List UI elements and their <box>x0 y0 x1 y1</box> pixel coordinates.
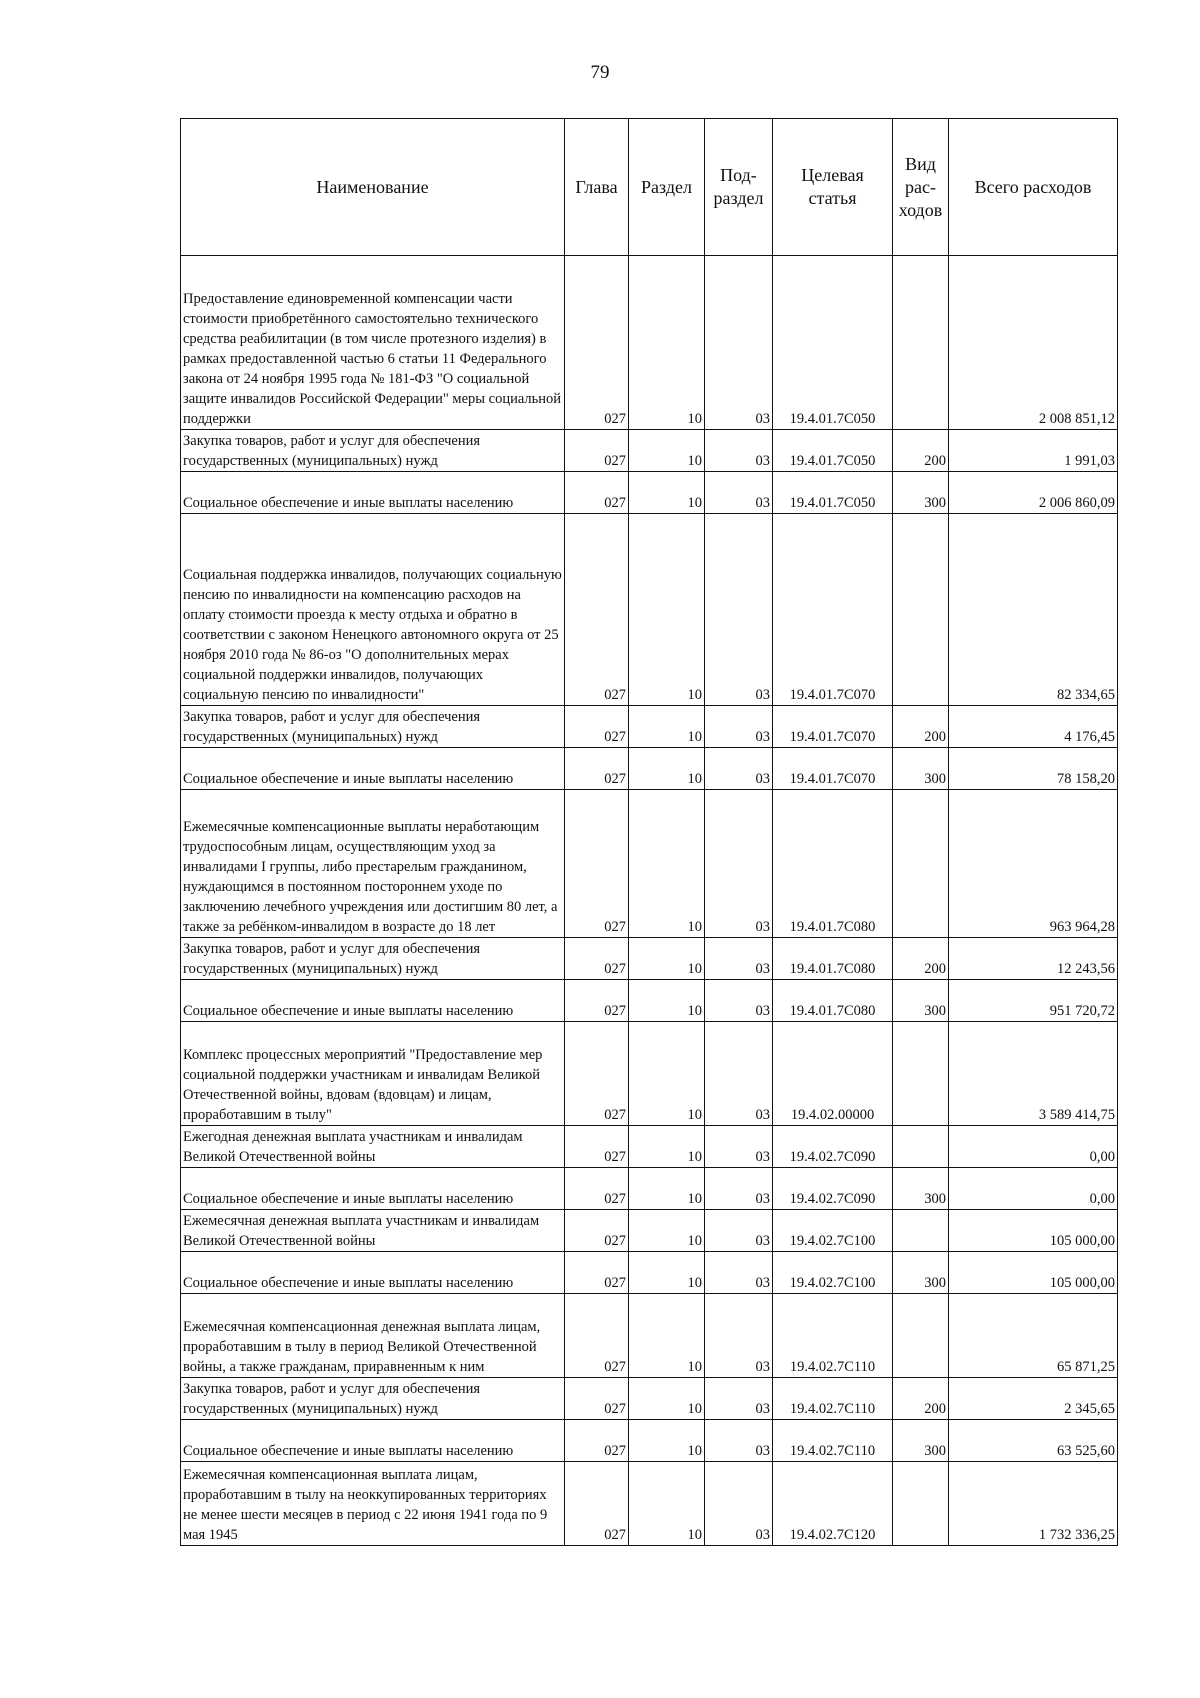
budget-table <box>180 118 1118 1546</box>
cell-name: Закупка товаров, работ и услуг для обеспечения государственных (муниципальных) нужд <box>181 938 565 980</box>
cell-vid-rashodov <box>893 256 949 430</box>
cell-podrazdel: 03 <box>705 472 773 514</box>
cell-razdel: 10 <box>629 1252 705 1294</box>
cell-name: Ежемесячные компенсационные выплаты неработающим трудоспособным лицам, осуществляющим уход за инвалидами I группы, либо престарелым гражданином, нуждающимся в постоянном постороннем уходе по заключению лечебного учреждения или достигшим 80 лет, а также за ребёнком-инвалидом в возрасте до 18 лет <box>181 790 565 938</box>
cell-razdel: 10 <box>629 748 705 790</box>
cell-vid-rashodov <box>893 1294 949 1378</box>
cell-glava: 027 <box>565 980 629 1022</box>
cell-podrazdel: 03 <box>705 1252 773 1294</box>
cell-podrazdel: 03 <box>705 938 773 980</box>
table-row <box>181 1168 1118 1210</box>
cell-podrazdel: 03 <box>705 430 773 472</box>
cell-glava: 027 <box>565 1294 629 1378</box>
cell-razdel: 10 <box>629 1420 705 1462</box>
cell-razdel: 10 <box>629 980 705 1022</box>
table-row <box>181 748 1118 790</box>
cell-total: 65 871,25 <box>949 1294 1118 1378</box>
cell-total: 2 006 860,09 <box>949 472 1118 514</box>
cell-vid-rashodov <box>893 1462 949 1546</box>
cell-tselevaya-statya: 19.4.02.7С100 <box>773 1252 893 1294</box>
cell-podrazdel: 03 <box>705 706 773 748</box>
cell-razdel: 10 <box>629 706 705 748</box>
cell-vid-rashodov: 300 <box>893 1252 949 1294</box>
cell-podrazdel: 03 <box>705 256 773 430</box>
cell-glava: 027 <box>565 1210 629 1252</box>
cell-tselevaya-statya: 19.4.01.7С050 <box>773 256 893 430</box>
cell-glava: 027 <box>565 1252 629 1294</box>
cell-total: 2 008 851,12 <box>949 256 1118 430</box>
cell-total: 63 525,60 <box>949 1420 1118 1462</box>
cell-total: 78 158,20 <box>949 748 1118 790</box>
table-header-row <box>181 119 1118 256</box>
cell-name: Социальное обеспечение и иные выплаты населению <box>181 472 565 514</box>
table-row <box>181 980 1118 1022</box>
cell-total: 105 000,00 <box>949 1252 1118 1294</box>
cell-tselevaya-statya: 19.4.02.00000 <box>773 1022 893 1126</box>
cell-tselevaya-statya: 19.4.02.7С110 <box>773 1420 893 1462</box>
cell-total: 1 991,03 <box>949 430 1118 472</box>
page-number: 79 <box>590 62 610 83</box>
cell-razdel: 10 <box>629 1378 705 1420</box>
cell-tselevaya-statya: 19.4.01.7С070 <box>773 514 893 706</box>
table-row <box>181 514 1118 706</box>
cell-vid-rashodov: 200 <box>893 1378 949 1420</box>
cell-podrazdel: 03 <box>705 514 773 706</box>
table-row <box>181 256 1118 430</box>
cell-total: 0,00 <box>949 1126 1118 1168</box>
header-total: Всего расходов <box>949 119 1118 256</box>
cell-total: 963 964,28 <box>949 790 1118 938</box>
table-row <box>181 1378 1118 1420</box>
cell-name: Закупка товаров, работ и услуг для обеспечения государственных (муниципальных) нужд <box>181 430 565 472</box>
cell-razdel: 10 <box>629 1462 705 1546</box>
cell-glava: 027 <box>565 1378 629 1420</box>
cell-name: Социальная поддержка инвалидов, получающих социальную пенсию по инвалидности на компенсацию расходов на оплату стоимости проезда к месту отдыха и обратно в соответствии с законом Ненецкого автономного округа от 25 ноября 2010 года № 86-оз "О дополнительных мерах социальной поддержки инвалидов, получающих социальную пенсию по инвалидности" <box>181 514 565 706</box>
cell-razdel: 10 <box>629 1168 705 1210</box>
header-vid-rashodov: Вид рас- ходов <box>893 119 949 256</box>
cell-razdel: 10 <box>629 472 705 514</box>
table-row <box>181 706 1118 748</box>
cell-razdel: 10 <box>629 430 705 472</box>
cell-podrazdel: 03 <box>705 748 773 790</box>
cell-tselevaya-statya: 19.4.01.7С070 <box>773 748 893 790</box>
cell-name: Социальное обеспечение и иные выплаты населению <box>181 1168 565 1210</box>
cell-name: Предоставление единовременной компенсации части стоимости приобретённого самостоятельно технического средства реабилитации (в том числе протезного изделия) в рамках предоставленной частью 6 статьи 11 Федерального закона от 24 ноября 1995 года № 181-ФЗ "О социальной защите инвалидов Российской Федерации" меры социальной поддержки <box>181 256 565 430</box>
cell-glava: 027 <box>565 472 629 514</box>
table-row <box>181 790 1118 938</box>
cell-total: 3 589 414,75 <box>949 1022 1118 1126</box>
cell-name: Ежемесячная компенсационная выплата лицам, проработавшим в тылу на неоккупированных территориях не менее шести месяцев в период с 22 июня 1941 года по 9 мая 1945 <box>181 1462 565 1546</box>
cell-total: 82 334,65 <box>949 514 1118 706</box>
cell-name: Социальное обеспечение и иные выплаты населению <box>181 980 565 1022</box>
cell-tselevaya-statya: 19.4.02.7С090 <box>773 1168 893 1210</box>
cell-glava: 027 <box>565 1168 629 1210</box>
cell-razdel: 10 <box>629 1022 705 1126</box>
cell-podrazdel: 03 <box>705 1022 773 1126</box>
cell-vid-rashodov <box>893 514 949 706</box>
cell-vid-rashodov: 200 <box>893 706 949 748</box>
header-tselevaya-statya: Целевая статья <box>773 119 893 256</box>
cell-glava: 027 <box>565 748 629 790</box>
cell-glava: 027 <box>565 256 629 430</box>
cell-total: 105 000,00 <box>949 1210 1118 1252</box>
cell-name: Социальное обеспечение и иные выплаты населению <box>181 1420 565 1462</box>
cell-name: Закупка товаров, работ и услуг для обеспечения государственных (муниципальных) нужд <box>181 1378 565 1420</box>
table-row <box>181 1294 1118 1378</box>
cell-razdel: 10 <box>629 1210 705 1252</box>
cell-vid-rashodov <box>893 1126 949 1168</box>
cell-glava: 027 <box>565 1420 629 1462</box>
cell-podrazdel: 03 <box>705 790 773 938</box>
cell-glava: 027 <box>565 1126 629 1168</box>
cell-podrazdel: 03 <box>705 1168 773 1210</box>
cell-glava: 027 <box>565 1022 629 1126</box>
header-razdel: Раздел <box>629 119 705 256</box>
cell-vid-rashodov: 200 <box>893 938 949 980</box>
table-row <box>181 472 1118 514</box>
cell-total: 2 345,65 <box>949 1378 1118 1420</box>
cell-tselevaya-statya: 19.4.01.7С070 <box>773 706 893 748</box>
cell-vid-rashodov <box>893 790 949 938</box>
cell-total: 951 720,72 <box>949 980 1118 1022</box>
cell-razdel: 10 <box>629 256 705 430</box>
cell-vid-rashodov: 200 <box>893 430 949 472</box>
table-row <box>181 1252 1118 1294</box>
cell-podrazdel: 03 <box>705 1294 773 1378</box>
cell-glava: 027 <box>565 790 629 938</box>
table-row <box>181 430 1118 472</box>
cell-name: Комплекс процессных мероприятий "Предоставление мер социальной поддержки участникам и инвалидам Великой Отечественной войны, вдовам (вдовцам) и лицам, проработавшим в тылу" <box>181 1022 565 1126</box>
cell-tselevaya-statya: 19.4.02.7С120 <box>773 1462 893 1546</box>
header-glava: Глава <box>565 119 629 256</box>
cell-tselevaya-statya: 19.4.01.7С050 <box>773 430 893 472</box>
cell-razdel: 10 <box>629 1126 705 1168</box>
cell-total: 12 243,56 <box>949 938 1118 980</box>
cell-tselevaya-statya: 19.4.01.7С080 <box>773 938 893 980</box>
cell-glava: 027 <box>565 706 629 748</box>
cell-name: Социальное обеспечение и иные выплаты населению <box>181 748 565 790</box>
cell-name: Закупка товаров, работ и услуг для обеспечения государственных (муниципальных) нужд <box>181 706 565 748</box>
table-row <box>181 1126 1118 1168</box>
table-body <box>181 256 1118 1546</box>
cell-name: Ежемесячная компенсационная денежная выплата лицам, проработавшим в тылу в период Великой Отечественной войны, а также гражданам, приравненным к ним <box>181 1294 565 1378</box>
cell-vid-rashodov <box>893 1210 949 1252</box>
cell-podrazdel: 03 <box>705 1420 773 1462</box>
cell-razdel: 10 <box>629 790 705 938</box>
header-podrazdel: Под- раздел <box>705 119 773 256</box>
table-row <box>181 938 1118 980</box>
cell-glava: 027 <box>565 938 629 980</box>
cell-podrazdel: 03 <box>705 1126 773 1168</box>
header-name: Наименование <box>181 119 565 256</box>
cell-tselevaya-statya: 19.4.01.7С080 <box>773 980 893 1022</box>
cell-podrazdel: 03 <box>705 980 773 1022</box>
cell-razdel: 10 <box>629 938 705 980</box>
cell-vid-rashodov: 300 <box>893 1168 949 1210</box>
cell-vid-rashodov: 300 <box>893 1420 949 1462</box>
cell-razdel: 10 <box>629 514 705 706</box>
table-row <box>181 1420 1118 1462</box>
cell-tselevaya-statya: 19.4.01.7С050 <box>773 472 893 514</box>
cell-podrazdel: 03 <box>705 1378 773 1420</box>
cell-tselevaya-statya: 19.4.02.7С110 <box>773 1378 893 1420</box>
cell-tselevaya-statya: 19.4.02.7С100 <box>773 1210 893 1252</box>
cell-vid-rashodov <box>893 1022 949 1126</box>
cell-total: 0,00 <box>949 1168 1118 1210</box>
cell-glava: 027 <box>565 514 629 706</box>
cell-razdel: 10 <box>629 1294 705 1378</box>
cell-name: Социальное обеспечение и иные выплаты населению <box>181 1252 565 1294</box>
table-row <box>181 1462 1118 1546</box>
cell-tselevaya-statya: 19.4.01.7С080 <box>773 790 893 938</box>
table-row <box>181 1210 1118 1252</box>
cell-podrazdel: 03 <box>705 1210 773 1252</box>
table-row <box>181 1022 1118 1126</box>
cell-vid-rashodov: 300 <box>893 472 949 514</box>
cell-total: 4 176,45 <box>949 706 1118 748</box>
cell-name: Ежемесячная денежная выплата участникам и инвалидам Великой Отечественной войны <box>181 1210 565 1252</box>
cell-podrazdel: 03 <box>705 1462 773 1546</box>
cell-tselevaya-statya: 19.4.02.7С110 <box>773 1294 893 1378</box>
cell-total: 1 732 336,25 <box>949 1462 1118 1546</box>
cell-vid-rashodov: 300 <box>893 748 949 790</box>
cell-name: Ежегодная денежная выплата участникам и инвалидам Великой Отечественной войны <box>181 1126 565 1168</box>
cell-glava: 027 <box>565 1462 629 1546</box>
cell-vid-rashodov: 300 <box>893 980 949 1022</box>
cell-tselevaya-statya: 19.4.02.7С090 <box>773 1126 893 1168</box>
cell-glava: 027 <box>565 430 629 472</box>
